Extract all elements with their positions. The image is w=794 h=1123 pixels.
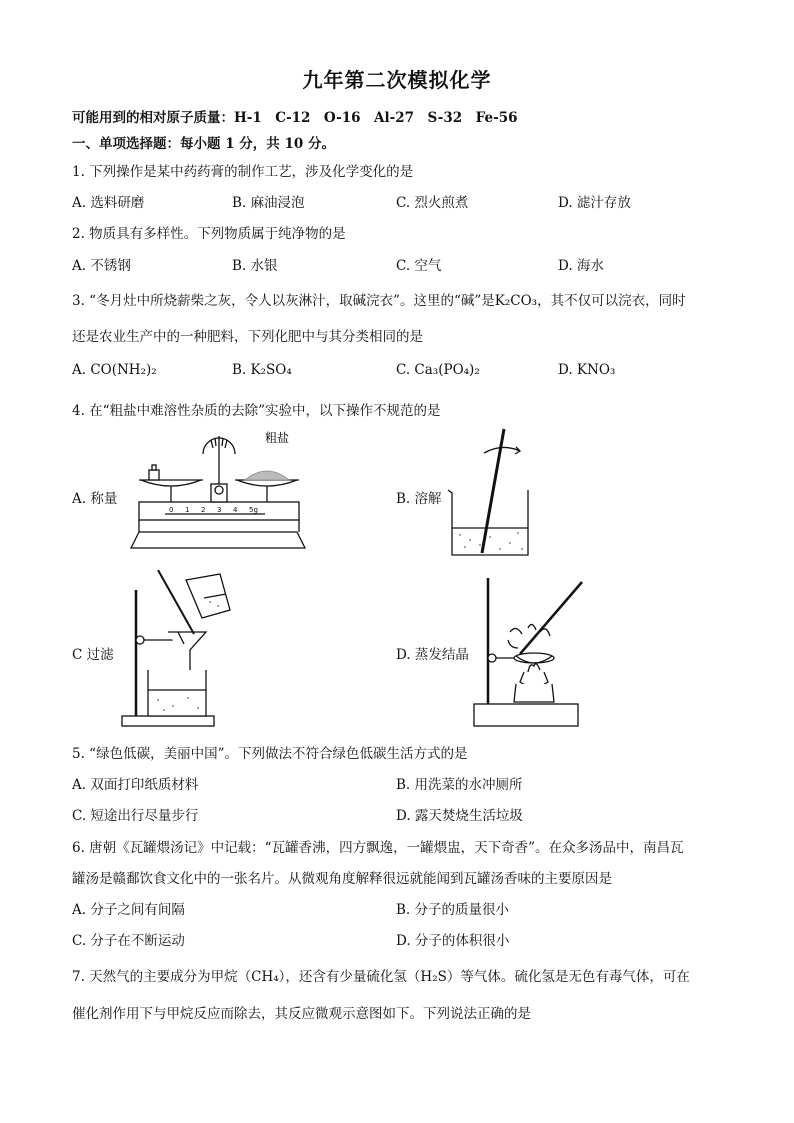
q1-option-c[interactable]: C. 烈火煎煮 <box>396 195 469 211</box>
evaporation-figure <box>470 572 590 732</box>
atomic-masses: 可能用到的相对原子质量：H-1 C-12 O-16 Al-27 S-32 Fe-56 <box>72 110 518 126</box>
question-2-stem: 2. 物质具有多样性。下列物质属于纯净物的是 <box>72 226 346 242</box>
question-3-stem-line1 <box>72 289 686 309</box>
q3-stem-formula: K₂CO₃ <box>494 293 538 309</box>
q5-option-a[interactable]: A. 双面打印纸质材料 <box>72 777 199 793</box>
q3-stem-text-b: ，其不仅可以浣衣，同时 <box>537 293 686 309</box>
q6-option-d[interactable]: D. 分子的体积很小 <box>396 933 510 949</box>
question-1-stem: 1. 下列操作是某中药药膏的制作工艺，涉及化学变化的是 <box>72 164 414 180</box>
scale-tick-2: 2 <box>201 506 206 514</box>
q2-option-d[interactable]: D. 海水 <box>558 258 604 274</box>
question-5-stem: 5. “绿色低碳，美丽中国”。下列做法不符合绿色低碳生活方式的是 <box>72 746 468 762</box>
q4-option-b[interactable]: B. 溶解 <box>396 491 442 507</box>
scale-tick-0: 0 <box>169 506 174 514</box>
question-4-stem: 4. 在“粗盐中难溶性杂质的去除”实验中，以下操作不规范的是 <box>72 403 441 419</box>
q3-stem-text-a: 3. “冬月灶中所烧薪柴之灰，令人以灰淋汁，取碱浣衣”。这里的“碱”是 <box>72 293 495 309</box>
question-7-stem-line1: 7. 天然气的主要成分为甲烷（CH₄），还含有少量硫化氢（H₂S）等气体。硫化氢是无色有毒气体，可在 <box>72 969 690 985</box>
q3-option-c[interactable]: C. Ca₃(PO₄)₂ <box>396 362 480 378</box>
scale-tick-3: 3 <box>217 506 222 514</box>
page-title: 九年第二次模拟化学 <box>302 68 492 92</box>
q6-option-c[interactable]: C. 分子在不断运动 <box>72 933 185 949</box>
q2-option-c[interactable]: C. 空气 <box>396 258 442 274</box>
q6-option-a[interactable]: A. 分子之间有间隔 <box>72 902 185 918</box>
q5-option-d[interactable]: D. 露天焚烧生活垃圾 <box>396 808 523 824</box>
scale-tick-1: 1 <box>185 506 190 514</box>
q4-option-c[interactable]: C 过滤 <box>72 647 114 663</box>
question-6-stem-line2: 罐汤是赣鄱饮食文化中的一张名片。从微观角度解释很远就能闻到瓦罐汤香味的主要原因是 <box>72 871 612 887</box>
section-heading: 一、单项选择题：每小题 1 分，共 10 分。 <box>72 136 335 152</box>
dissolve-beaker-figure <box>440 425 540 560</box>
question-6-stem-line1: 6. 唐朝《瓦罐煨汤记》中记载：“瓦罐香沸，四方飘逸，一罐煨盅，天下奇香”。在众多汤品中，南昌瓦 <box>72 840 684 856</box>
q2-option-b[interactable]: B. 水银 <box>232 258 278 274</box>
q4-option-a[interactable]: A. 称量 <box>72 491 118 507</box>
q3-option-d[interactable]: D. KNO₃ <box>558 362 616 378</box>
q5-option-b[interactable]: B. 用洗菜的水冲厕所 <box>396 777 523 793</box>
scale-tick-4: 4 <box>233 506 238 514</box>
q5-option-c[interactable]: C. 短途出行尽量步行 <box>72 808 199 824</box>
salt-label: 粗盐 <box>265 431 290 445</box>
q1-option-b[interactable]: B. 麻油浸泡 <box>232 195 305 211</box>
q2-option-a[interactable]: A. 不锈钢 <box>72 258 131 274</box>
balance-scale-figure <box>125 430 310 555</box>
q3-option-a[interactable]: A. CO(NH₂)₂ <box>72 362 157 378</box>
scale-tick-5: 5g <box>249 506 258 514</box>
q1-option-d[interactable]: D. 滤汁存放 <box>558 195 631 211</box>
filtration-figure <box>118 570 248 730</box>
question-3-stem-line2: 还是农业生产中的一种肥料，下列化肥中与其分类相同的是 <box>72 329 423 345</box>
q6-option-b[interactable]: B. 分子的质量很小 <box>396 902 510 918</box>
q3-option-b[interactable]: B. K₂SO₄ <box>232 362 292 378</box>
q1-option-a[interactable]: A. 选料研磨 <box>72 195 145 211</box>
q4-option-d[interactable]: D. 蒸发结晶 <box>396 647 469 663</box>
question-7-stem-line2: 催化剂作用下与甲烷反应而除去，其反应微观示意图如下。下列说法正确的是 <box>72 1006 531 1022</box>
